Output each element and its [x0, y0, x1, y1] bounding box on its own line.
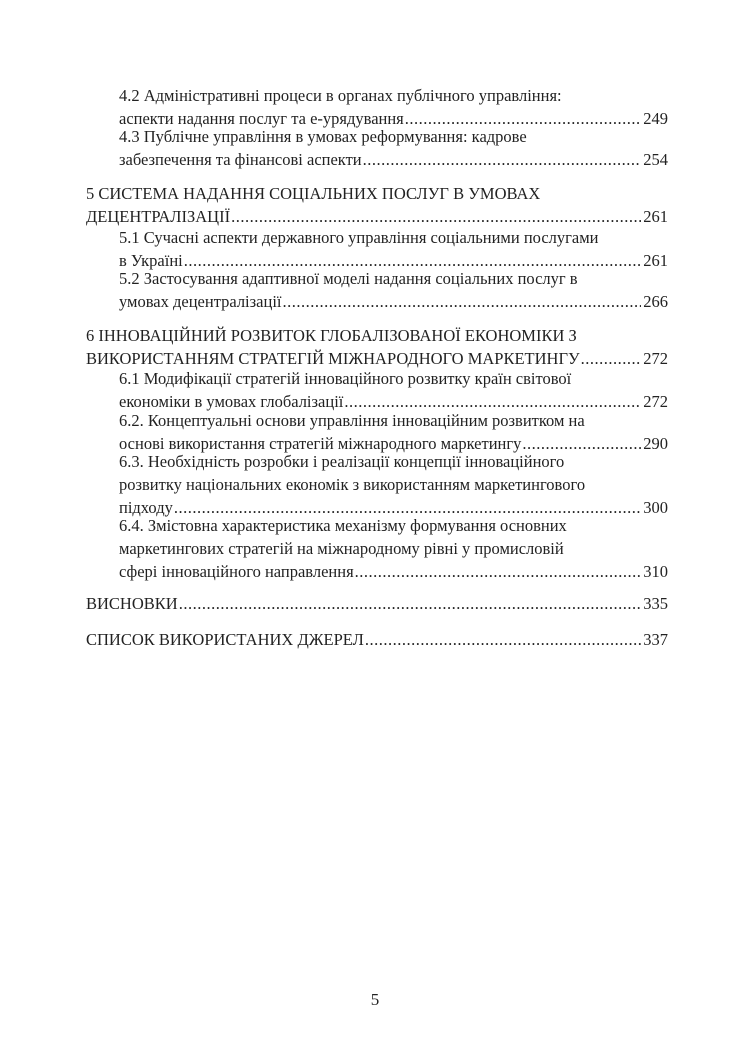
toc-entry-text: економіки в умовах глобалізації: [119, 392, 344, 411]
toc-page-number: 337: [643, 630, 668, 649]
toc-entry-5-2: [119, 267, 668, 313]
toc-page-number: 261: [643, 207, 668, 226]
toc-chapter-title: 5 СИСТЕМА НАДАННЯ СОЦІАЛЬНИХ ПОСЛУГ В УМОВАХ: [86, 184, 541, 203]
dot-leader: [231, 205, 641, 228]
dot-leader: [355, 560, 642, 583]
toc-entry-text: 4.2 Адміністративні процеси в органах публічного управління:: [119, 86, 562, 105]
toc-entry-text: 6.2. Концептуальні основи управління інноваційним розвитком на: [119, 411, 585, 430]
toc-chapter-title: СПИСОК ВИКОРИСТАНИХ ДЖЕРЕЛ: [86, 630, 364, 649]
toc-entry-text: 5.2 Застосування адаптивної моделі надання соціальних послуг в: [119, 269, 578, 288]
toc-page-number: 290: [643, 434, 668, 453]
toc-chapter-title: ВИКОРИСТАННЯМ СТРАТЕГІЙ МІЖНАРОДНОГО МАРКЕТИНГУ: [86, 349, 580, 368]
toc-entry-6-1: [119, 367, 668, 413]
toc-entry-text: 6.3. Необхідність розробки і реалізації концепції інноваційного: [119, 452, 565, 471]
toc-entry-4-3: [119, 125, 668, 171]
dot-leader: [179, 592, 642, 615]
toc-page-number: 310: [643, 562, 668, 581]
toc-chapter-title: ДЕЦЕНТРАЛІЗАЦІЇ: [86, 207, 231, 226]
toc-page-number: 266: [643, 292, 668, 311]
toc-entry-text: 5.1 Сучасні аспекти державного управління соціальними послугами: [119, 228, 599, 247]
toc-page-number: 249: [643, 109, 668, 128]
toc-page-number: 261: [643, 251, 668, 270]
toc-entry-text: 6.4. Змістовна характеристика механізму формування основних: [119, 516, 567, 535]
toc-entry-6-3: [119, 450, 668, 519]
toc-page-number: 335: [643, 594, 668, 613]
toc-references: [86, 628, 668, 651]
toc-entry-6-2: [119, 409, 668, 455]
toc-entry-text: розвитку національних економік з використанням маркетингового: [119, 475, 586, 494]
toc-entry-4-2: [119, 84, 668, 130]
toc-entry-text: підходу: [119, 498, 173, 517]
dot-leader: [283, 290, 642, 313]
toc-entry-text: сфері інноваційного направлення: [119, 562, 354, 581]
toc-page-number: 254: [643, 150, 668, 169]
toc-chapter-title: ВИСНОВКИ: [86, 594, 178, 613]
toc-entry-text: 4.3 Публічне управління в умовах реформування: кадрове: [119, 127, 527, 146]
toc-entry-6-4: [119, 514, 668, 583]
toc-entry-text: маркетингових стратегій на міжнародному рівні у промисловій: [119, 539, 564, 558]
toc-chapter-5: [86, 182, 668, 228]
toc-entry-text: аспекти надання послуг та е-урядування: [119, 109, 404, 128]
toc-conclusions: [86, 592, 668, 615]
toc-chapter-title: 6 ІННОВАЦІЙНИЙ РОЗВИТОК ГЛОБАЛІЗОВАНОЇ ЕКОНОМІКИ З: [86, 326, 577, 345]
toc-entry-5-1: [119, 226, 668, 272]
dot-leader: [363, 148, 642, 171]
dot-leader: [365, 628, 641, 651]
toc-page-number: 300: [643, 498, 668, 517]
toc-chapter-6: [86, 324, 668, 370]
toc-page-number: 272: [643, 392, 668, 411]
toc-entry-text: забезпечення та фінансові аспекти: [119, 150, 362, 169]
toc-entry-text: 6.1 Модифікації стратегій інноваційного розвитку країн світової: [119, 369, 572, 388]
toc-page-number: 272: [643, 349, 668, 368]
toc-entry-text: в Україні: [119, 251, 183, 270]
toc-entry-text: основі використання стратегій міжнародного маркетингу: [119, 434, 522, 453]
page-number: 5: [370, 990, 380, 1009]
toc-entry-text: умовах децентралізації: [119, 292, 282, 311]
